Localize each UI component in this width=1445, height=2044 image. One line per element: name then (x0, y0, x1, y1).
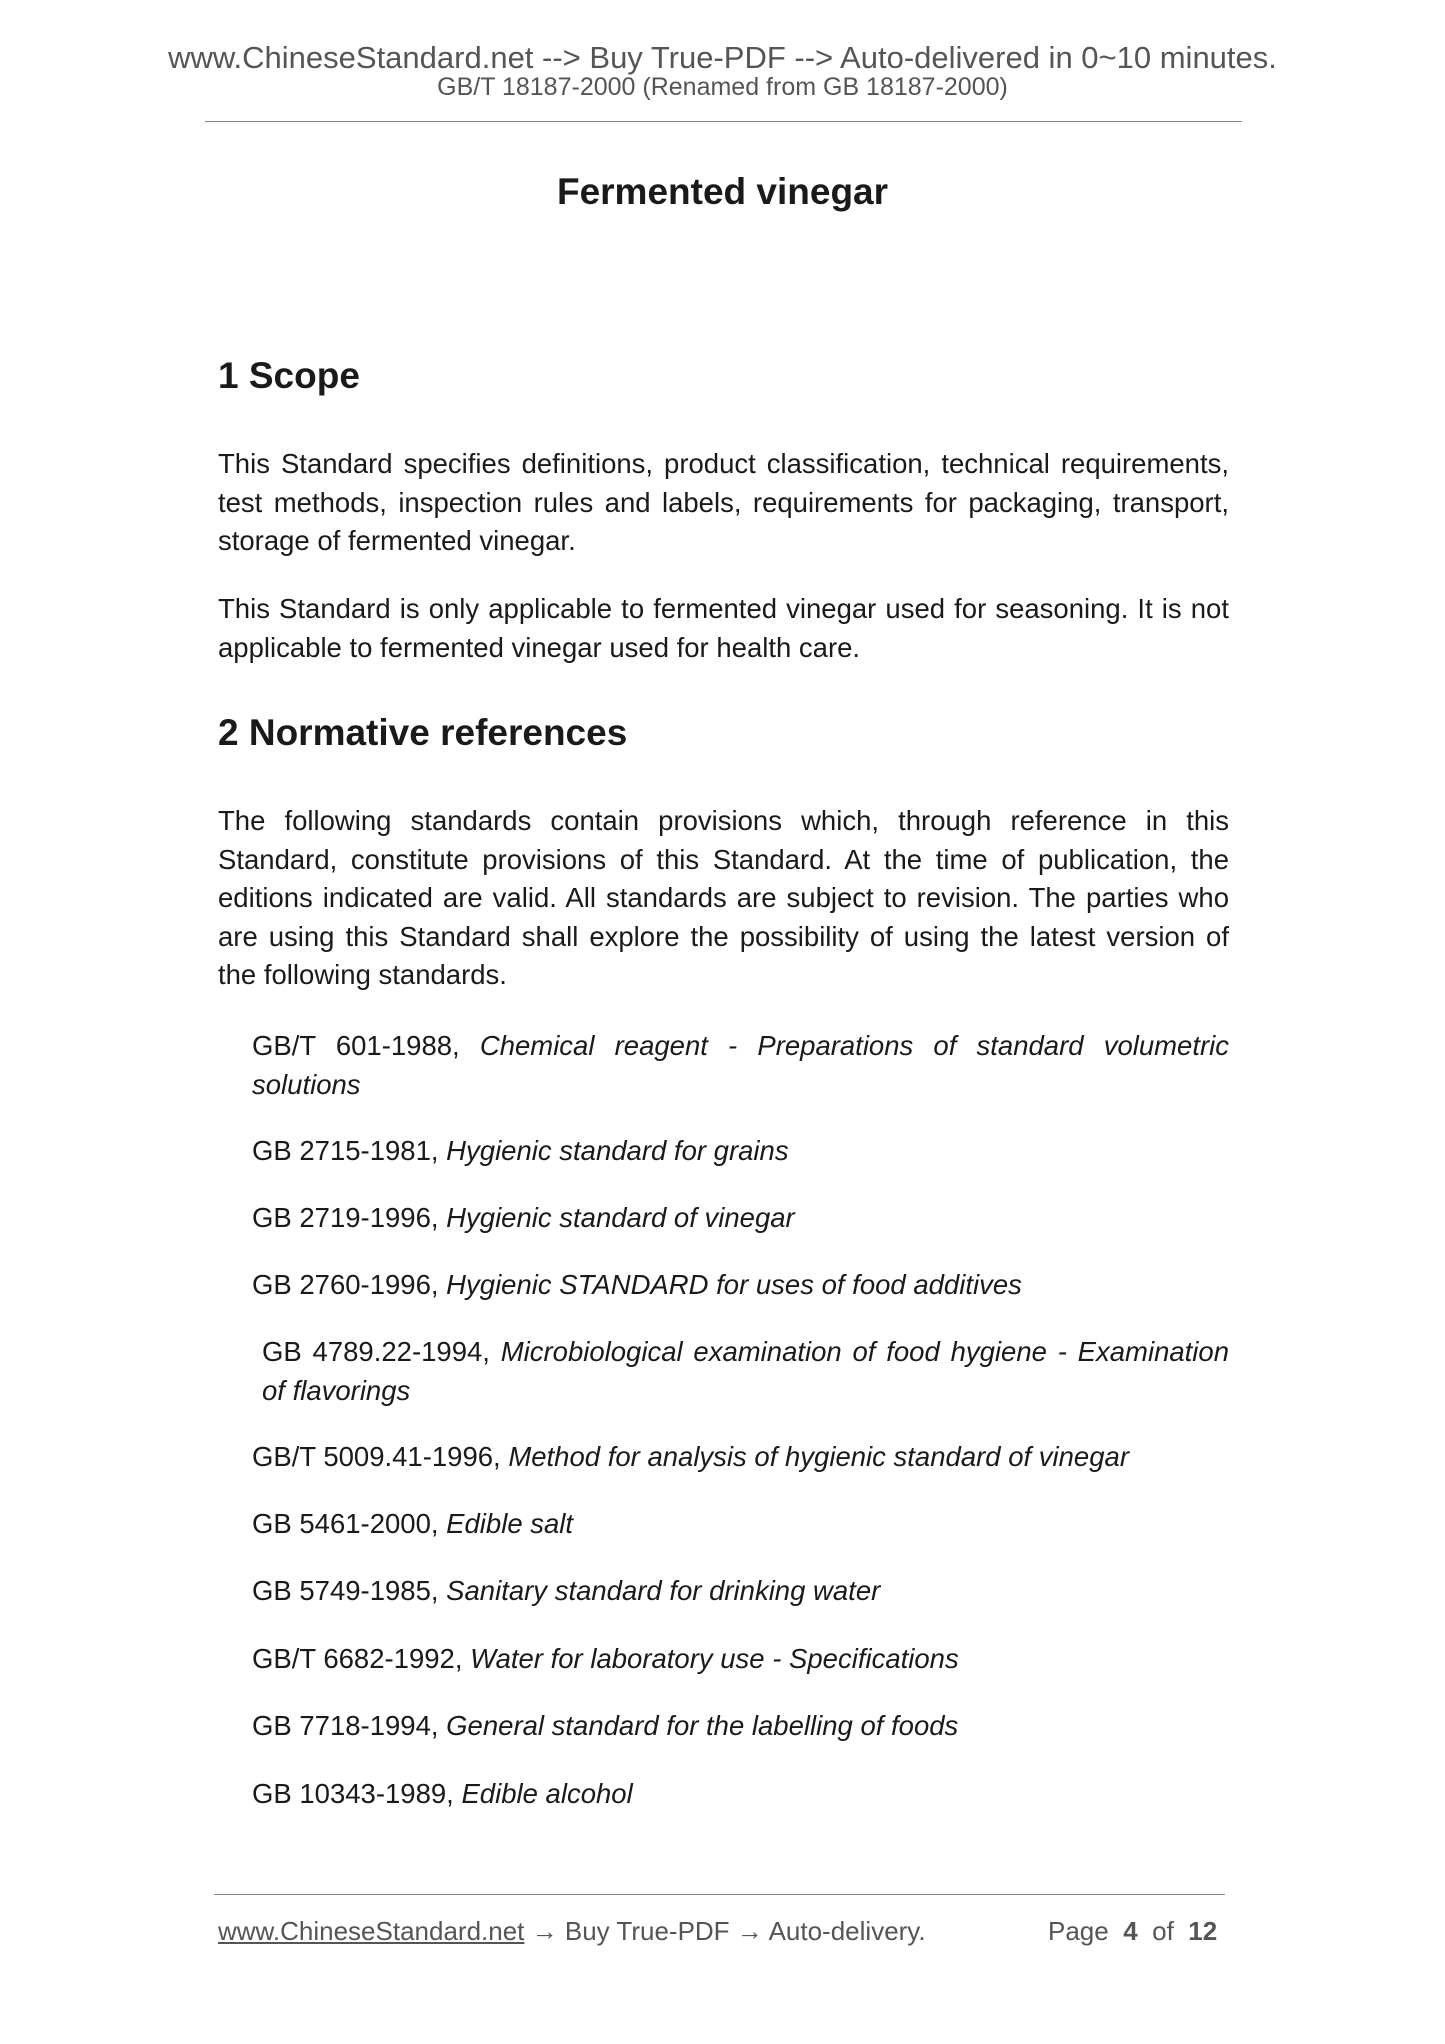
page-number: 4 (1123, 1916, 1138, 1946)
reference-item (252, 1199, 1229, 1238)
reference-title: Chemical reagent - Preparations of standard volumetric solutions (252, 1030, 1229, 1100)
reference-code: GB 2715-1981, (252, 1135, 447, 1166)
reference-title: Hygienic STANDARD for uses of food additives (446, 1269, 1022, 1300)
reference-item (252, 1505, 1229, 1544)
reference-item (252, 1572, 1229, 1611)
scope-paragraph-1: This Standard specifies definitions, product classification, technical requirements, test methods, inspection rules and labels, requirements for packaging, transport, storage of fermented vinegar. (218, 448, 1229, 556)
reference-title: Edible alcohol (461, 1778, 633, 1809)
reference-title: Microbiological examination of food hygiene - Examination of flavorings (262, 1336, 1229, 1406)
reference-code: GB/T 601-1988, (252, 1030, 480, 1061)
header-divider (205, 121, 1242, 122)
normative-paragraph: The following standards contain provisions which, through reference in this Standard, constitute provisions of this Standard. At the time of publication, the editions indicated are valid. All standards are subject to revision. The parties who are using this Standard shall explore the possibility of using the latest version of the following standards. (218, 805, 1229, 990)
reference-title: Hygienic standard for grains (446, 1135, 789, 1166)
reference-code: GB 2719-1996, (252, 1202, 447, 1233)
page-of-label: of (1152, 1916, 1174, 1946)
reference-item (252, 1266, 1229, 1305)
reference-title: Edible salt (446, 1508, 574, 1539)
document-title: Fermented vinegar (556, 171, 889, 212)
reference-item (252, 1132, 1229, 1171)
reference-code: GB 7718-1994, (252, 1710, 447, 1741)
scope-paragraph-2: This Standard is only applicable to fermented vinegar used for seasoning. It is not applicable to fermented vinegar used for health care. (218, 593, 1229, 663)
reference-item (252, 1438, 1229, 1477)
reference-title: Water for laboratory use - Specifications (470, 1643, 959, 1674)
footer-left (218, 1915, 926, 1947)
footer-site-link[interactable]: www.ChineseStandard.net (218, 1916, 525, 1946)
reference-title: General standard for the labelling of foods (446, 1710, 959, 1741)
reference-code: GB/T 5009.41-1996, (252, 1441, 509, 1472)
header-banner: www.ChineseStandard.net --> Buy True-PDF --> Auto-delivered in 0~10 minutes. (168, 40, 1277, 75)
footer-divider (214, 1894, 1225, 1895)
reference-title: Method for analysis of hygienic standard of vinegar (508, 1441, 1129, 1472)
page-label: Page (1048, 1916, 1109, 1946)
reference-item (252, 1640, 1229, 1679)
reference-title: Sanitary standard for drinking water (446, 1575, 881, 1606)
reference-item (252, 1707, 1229, 1746)
reference-item (252, 1775, 1229, 1814)
reference-code: GB 4789.22-1994, (262, 1336, 501, 1367)
section-heading-normative-references: 2 Normative references (218, 712, 628, 753)
footer-tagline: → Buy True-PDF → Auto-delivery. (524, 1916, 926, 1946)
page-indicator (1048, 1915, 1217, 1947)
reference-code: GB/T 6682-1992, (252, 1643, 471, 1674)
reference-title: Hygienic standard of vinegar (446, 1202, 795, 1233)
reference-code: GB 5461-2000, (252, 1508, 447, 1539)
reference-code: GB 5749-1985, (252, 1575, 447, 1606)
section-heading-scope: 1 Scope (218, 355, 360, 396)
reference-code: GB 2760-1996, (252, 1269, 447, 1300)
header-subtitle: GB/T 18187-2000 (Renamed from GB 18187-2000) (437, 73, 1008, 101)
reference-item (262, 1333, 1229, 1410)
page-total: 12 (1188, 1916, 1218, 1946)
reference-code: GB 10343-1989, (252, 1778, 462, 1809)
reference-item (252, 1027, 1229, 1104)
